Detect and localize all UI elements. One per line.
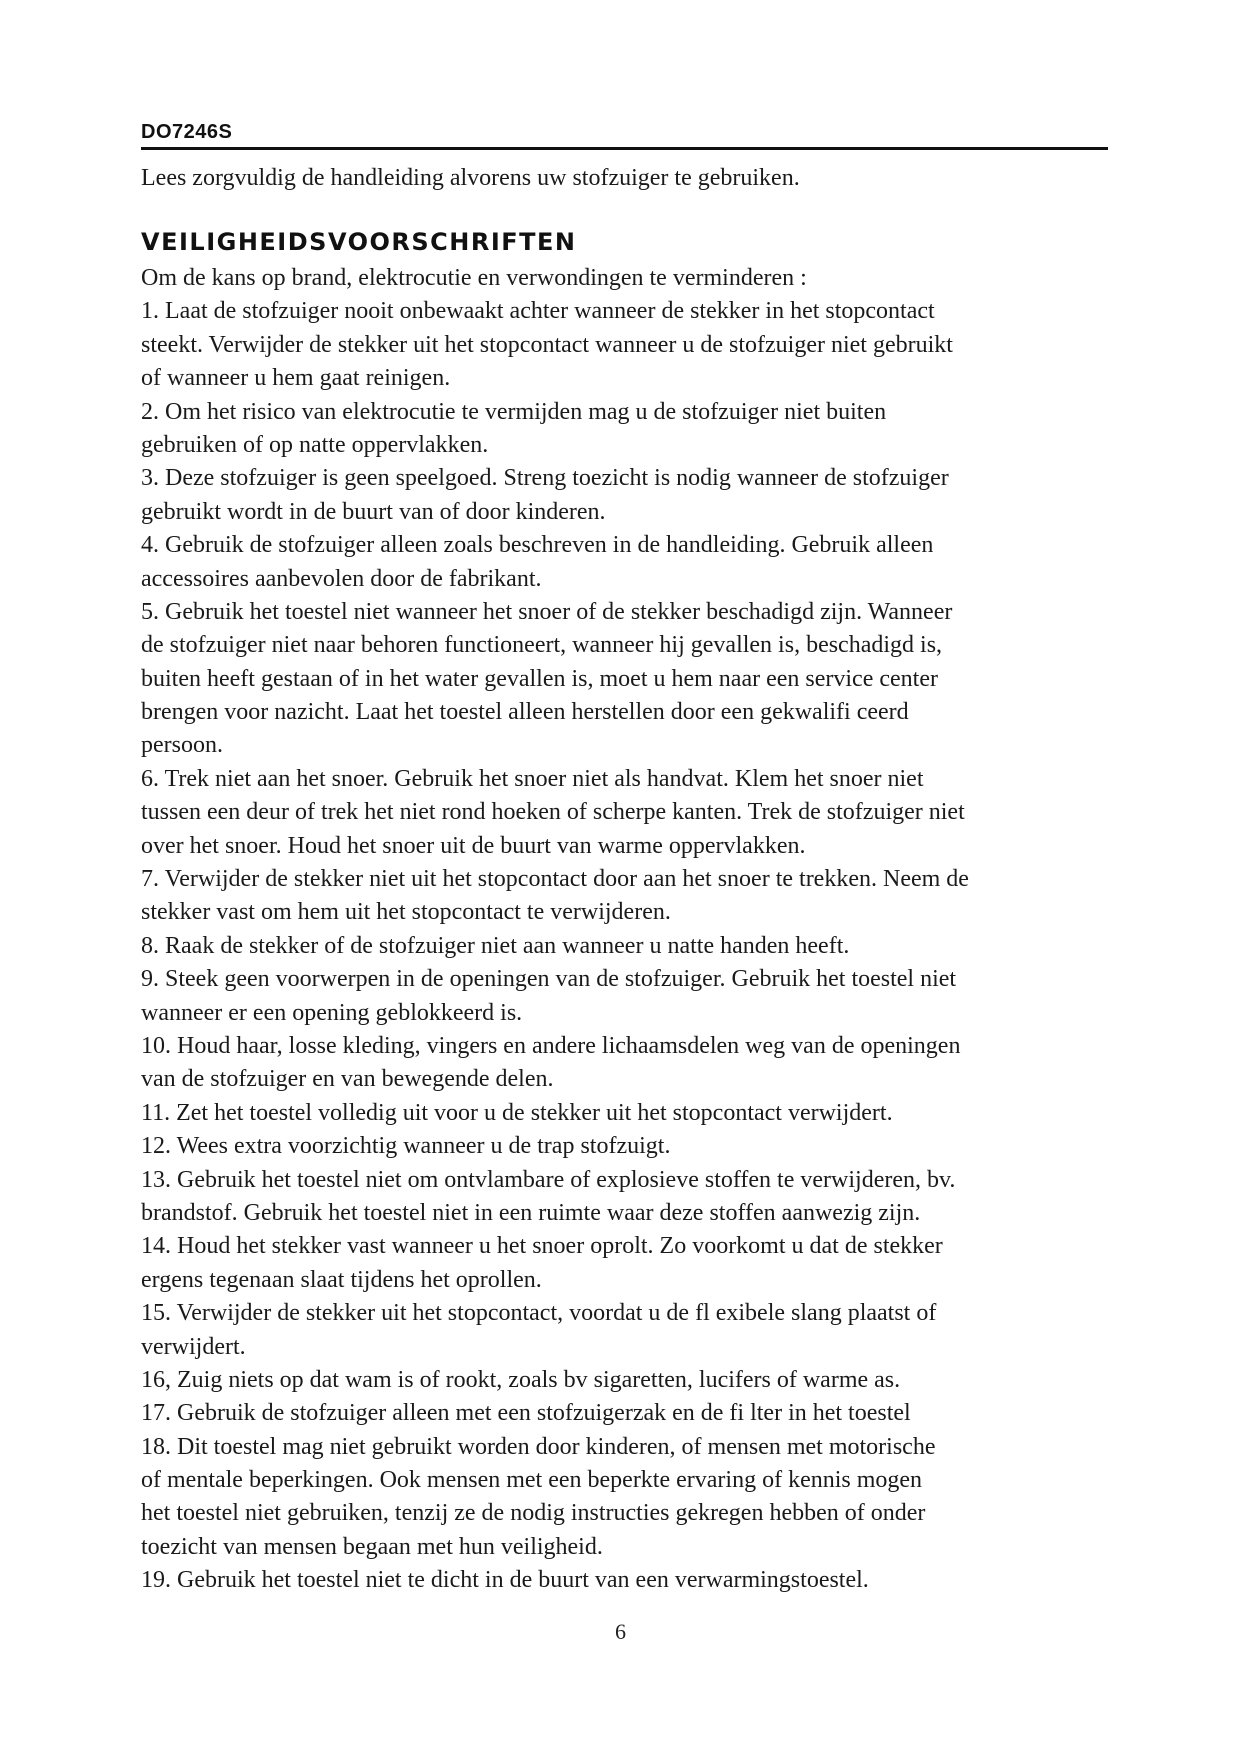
instruction-line: 6. Trek niet aan het snoer. Gebruik het snoer niet als handvat. Klem het snoer niet <box>141 765 924 792</box>
page-number: 6 <box>615 1619 626 1644</box>
instruction-line: 15. Verwijder de stekker uit het stopcontact, voordat u de fl exibele slang plaatst of <box>141 1300 937 1327</box>
instruction-line: gebruiken of op natte oppervlakken. <box>141 431 489 458</box>
instruction-line: gebruikt wordt in de buurt van of door kinderen. <box>141 498 606 525</box>
instruction-line: buiten heeft gestaan of in het water gevallen is, moet u hem naar een service center <box>141 665 938 692</box>
safety-instructions <box>141 262 1111 1598</box>
instruction-line: de stofzuiger niet naar behoren functioneert, wanneer hij gevallen is, beschadigd is, <box>141 632 943 659</box>
instruction-line: of mentale beperkingen. Ook mensen met een beperkte ervaring of kennis mogen <box>141 1467 923 1494</box>
instruction-line: 16, Zuig niets op dat wam is of rookt, zoals bv sigaretten, lucifers of warme as. <box>141 1366 901 1393</box>
instruction-line: 8. Raak de stekker of de stofzuiger niet aan wanneer u natte handen heeft. <box>141 932 850 959</box>
instruction-line: 1. Laat de stofzuiger nooit onbewaakt achter wanneer de stekker in het stopcontact <box>141 298 935 325</box>
instruction-line: 7. Verwijder de stekker niet uit het stopcontact door aan het snoer te trekken. Neem de <box>141 866 969 893</box>
instruction-line: wanneer er een opening geblokkeerd is. <box>141 999 523 1026</box>
section-heading: VEILIGHEIDSVOORSCHRIFTEN <box>141 228 577 256</box>
instruction-line: verwijdert. <box>141 1333 246 1360</box>
instruction-line: 2. Om het risico van elektrocutie te vermijden mag u de stofzuiger niet buiten <box>141 398 887 425</box>
instruction-line: 11. Zet het toestel volledig uit voor u de stekker uit het stopcontact verwijdert. <box>141 1099 893 1126</box>
instruction-line: 3. Deze stofzuiger is geen speelgoed. Streng toezicht is nodig wanneer de stofzuiger <box>141 465 949 492</box>
instruction-line: persoon. <box>141 732 223 759</box>
instruction-line: 5. Gebruik het toestel niet wanneer het snoer of de stekker beschadigd zijn. Wanneer <box>141 598 953 625</box>
instruction-line: 12. Wees extra voorzichtig wanneer u de trap stofzuigt. <box>141 1133 671 1160</box>
instruction-line: over het snoer. Houd het snoer uit de buurt van warme oppervlakken. <box>141 832 806 859</box>
instruction-line: 18. Dit toestel mag niet gebruikt worden door kinderen, of mensen met motorische <box>141 1433 936 1460</box>
instruction-line: 14. Houd het stekker vast wanneer u het snoer oprolt. Zo voorkomt u dat de stekker <box>141 1233 943 1260</box>
instruction-line: 9. Steek geen voorwerpen in de openingen van de stofzuiger. Gebruik het toestel niet <box>141 966 957 993</box>
model-number: DO7246S <box>141 121 233 143</box>
instruction-line: van de stofzuiger en van bewegende delen. <box>141 1066 554 1093</box>
instruction-line: stekker vast om hem uit het stopcontact te verwijderen. <box>141 899 671 926</box>
instruction-line: 4. Gebruik de stofzuiger alleen zoals beschreven in de handleiding. Gebruik alleen <box>141 532 934 559</box>
instruction-line: tussen een deur of trek het niet rond hoeken of scherpe kanten. Trek de stofzuiger niet <box>141 799 965 826</box>
header-divider <box>141 147 1108 150</box>
instruction-line: of wanneer u hem gaat reinigen. <box>141 365 451 392</box>
instruction-line: 10. Houd haar, losse kleding, vingers en andere lichaamsdelen weg van de openingen <box>141 1032 961 1059</box>
instruction-line: Om de kans op brand, elektrocutie en verwondingen te verminderen : <box>141 265 807 291</box>
instruction-line: toezicht van mensen begaan met hun veiligheid. <box>141 1533 603 1560</box>
instruction-line: accessoires aanbevolen door de fabrikant. <box>141 565 542 592</box>
instruction-line: brandstof. Gebruik het toestel niet in een ruimte waar deze stoffen aanwezig zijn. <box>141 1199 921 1226</box>
instruction-line: steekt. Verwijder de stekker uit het stopcontact wanneer u de stofzuiger niet gebruikt <box>141 331 953 358</box>
instruction-line: het toestel niet gebruiken, tenzij ze de nodig instructies gekregen hebben of onder <box>141 1500 926 1527</box>
instruction-line: 17. Gebruik de stofzuiger alleen met een stofzuigerzak en de fi lter in het toestel <box>141 1400 911 1427</box>
instruction-line: 13. Gebruik het toestel niet om ontvlambare of explosieve stoffen te verwijderen, bv. <box>141 1166 956 1193</box>
instruction-line: ergens tegenaan slaat tijdens het oprollen. <box>141 1266 542 1293</box>
instruction-line: 19. Gebruik het toestel niet te dicht in de buurt van een verwarmingstoestel. <box>141 1567 869 1594</box>
instruction-line: brengen voor nazicht. Laat het toestel alleen herstellen door een gekwalifi ceerd <box>141 699 909 726</box>
intro-text: Lees zorgvuldig de handleiding alvorens uw stofzuiger te gebruiken. <box>141 165 800 191</box>
